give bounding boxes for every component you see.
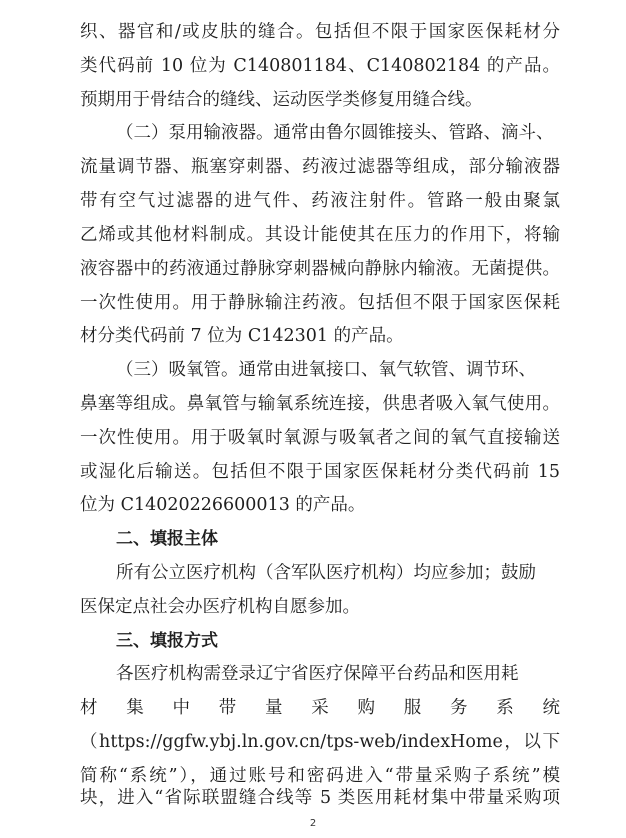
body-line: 类代码前 10 位为 C140801184、C140802184 的产品。 [80, 56, 560, 76]
body-line: 液容器中的药液通过静脉穿刺器械向静脉内输液。无菌提供。 [80, 259, 560, 279]
body-line: 带有空气过滤器的进气件、药液注射件。管路一般由聚氯 [80, 191, 560, 211]
body-line: 预期用于骨结合的缝线、运动医学类修复用缝合线。 [80, 90, 483, 110]
body-line: 一次性使用。用于吸氧时氧源与吸氧者之间的氧气直接输送 [80, 428, 560, 448]
body-line: 位为 C14020226600013 的产品。 [80, 495, 366, 515]
section-heading: 三、填报方式 [116, 631, 218, 651]
paragraph-start: （二）泵用输液器。通常由鲁尔圆锥接头、管路、滴斗、 [116, 123, 554, 143]
body-line: 材 集 中 带 量 采 购 服 务 系 统 [80, 698, 560, 718]
body-line: 织、器官和/或皮肤的缝合。包括但不限于国家医保耗材分 [80, 22, 560, 42]
body-line: 鼻塞等组成。鼻氧管与输氧系统连接，供患者吸入氧气使用。 [80, 394, 560, 414]
body-line: 流量调节器、瓶塞穿刺器、药液过滤器等组成，部分输液器 [80, 157, 560, 177]
body-line: 块，进入“省际联盟缝合线等 5 类医用耗材集中带量采购项 [80, 788, 560, 808]
page-number: 2 [309, 818, 317, 829]
body-line: 简称“系统”），通过账号和密码进入“带量采购子系统”模 [80, 766, 560, 786]
paragraph-start: 各医疗机构需登录辽宁省医疗保障平台药品和医用耗 [116, 664, 519, 684]
body-line: 材分类代码前 7 位为 C142301 的产品。 [80, 326, 404, 346]
body-line: 或湿化后输送。包括但不限于国家医保耗材分类代码前 15 [80, 462, 560, 482]
paragraph-start: （三）吸氧管。通常由进氧接口、氧气软管、调节环、 [116, 360, 536, 380]
section-heading: 二、填报主体 [116, 529, 218, 549]
paragraph-start: 所有公立医疗机构（含军队医疗机构）均应参加；鼓励 [116, 563, 536, 583]
body-line: 医保定点社会办医疗机构自愿参加。 [80, 597, 360, 617]
url-line: （https://ggfw.ybj.ln.gov.cn/tps-web/indexHome，以下 [80, 732, 560, 752]
body-line: 一次性使用。用于静脉输注药液。包括但不限于国家医保耗 [80, 293, 560, 313]
body-line: 乙烯或其他材料制成。其设计能使其在压力的作用下，将输 [80, 225, 560, 245]
